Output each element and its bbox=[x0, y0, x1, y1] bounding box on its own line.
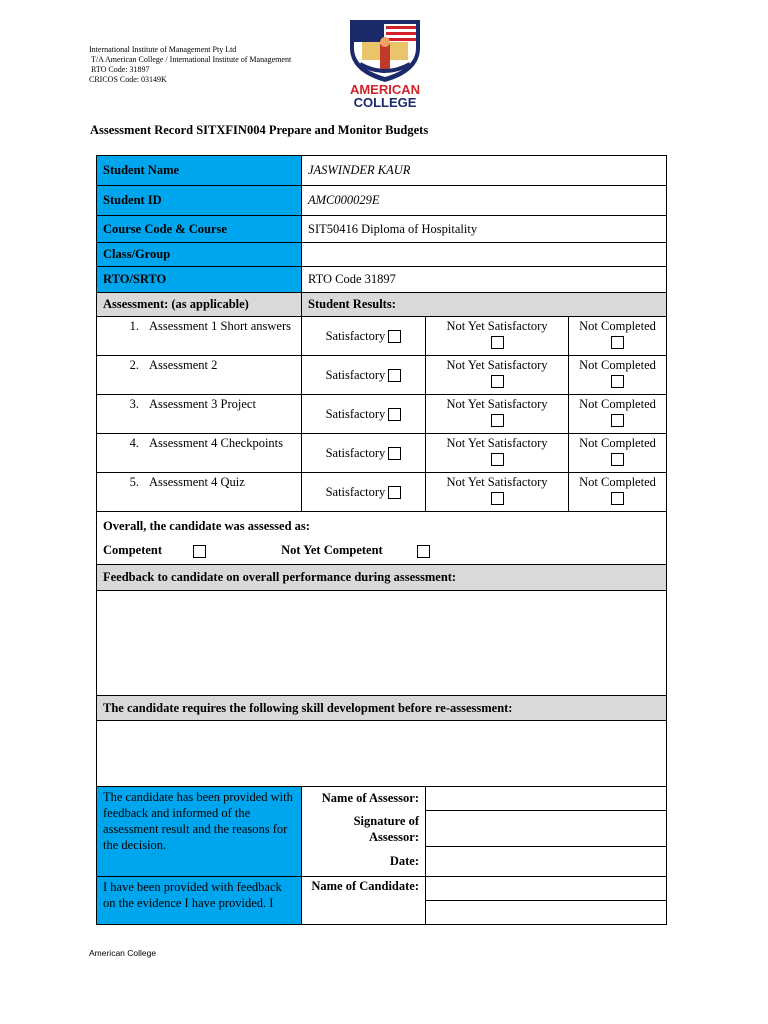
checkbox[interactable] bbox=[611, 375, 624, 388]
assessment-name: 1. Assessment 1 Short answers bbox=[97, 317, 302, 356]
assessment-row bbox=[97, 473, 667, 512]
name-of-candidate-field[interactable] bbox=[426, 877, 667, 901]
student-id-row bbox=[97, 186, 667, 216]
feedback-header-row bbox=[97, 565, 667, 591]
skill-heading: The candidate requires the following skill development before re-assessment: bbox=[97, 696, 667, 721]
footer-text: American College bbox=[89, 948, 157, 958]
checkbox[interactable] bbox=[611, 492, 624, 505]
checkbox[interactable] bbox=[388, 369, 401, 382]
not-yet-satisfactory-option[interactable]: Not Yet Satisfactory bbox=[426, 473, 569, 512]
checkbox[interactable] bbox=[388, 486, 401, 499]
date-field[interactable] bbox=[426, 847, 667, 877]
checkbox[interactable] bbox=[491, 453, 504, 466]
not-yet-satisfactory-option[interactable]: Not Yet Satisfactory bbox=[426, 395, 569, 434]
assessment-name: 4. Assessment 4 Checkpoints bbox=[97, 434, 302, 473]
skill-row bbox=[97, 721, 667, 787]
checkbox[interactable] bbox=[491, 492, 504, 505]
signature-of-assessor-field[interactable] bbox=[426, 811, 667, 847]
field-label: Course Code & Course bbox=[97, 216, 302, 243]
not-yet-satisfactory-option[interactable]: Not Yet Satisfactory bbox=[426, 317, 569, 356]
overall-row bbox=[97, 512, 667, 565]
candidate-statement: I have been provided with feedback on the evidence I have provided. I bbox=[97, 877, 302, 925]
satisfactory-option[interactable]: Satisfactory bbox=[302, 434, 426, 473]
rto-row bbox=[97, 267, 667, 293]
assessment-row bbox=[97, 395, 667, 434]
checkbox[interactable] bbox=[388, 330, 401, 343]
not-yet-competent-label: Not Yet Competent bbox=[281, 543, 383, 557]
satisfactory-option[interactable]: Satisfactory bbox=[302, 395, 426, 434]
checkbox[interactable] bbox=[388, 408, 401, 421]
assessor-statement: The candidate has been provided with feedback and informed of the assessment result and the reasons for the decision. bbox=[97, 787, 302, 877]
student-name-row bbox=[97, 156, 667, 186]
document-title: Assessment Record SITXFIN004 Prepare and Monitor Budgets bbox=[90, 123, 429, 137]
assessment-row bbox=[97, 356, 667, 395]
logo-text: AMERICAN bbox=[349, 82, 421, 97]
assessor-name-row bbox=[97, 787, 667, 811]
skill-development-area[interactable] bbox=[97, 721, 667, 787]
header-line: International Institute of Management Pty Ltd bbox=[89, 45, 237, 54]
name-of-assessor-field[interactable] bbox=[426, 787, 667, 811]
checkbox[interactable] bbox=[611, 336, 624, 349]
checkbox[interactable] bbox=[611, 453, 624, 466]
not-yet-satisfactory-option[interactable]: Not Yet Satisfactory bbox=[426, 434, 569, 473]
results-header-row bbox=[97, 293, 667, 317]
field-label: Class/Group bbox=[97, 243, 302, 267]
field-label: RTO/SRTO bbox=[97, 267, 302, 293]
student-id-value[interactable]: AMC000029E bbox=[302, 186, 667, 216]
feedback-heading: Feedback to candidate on overall performance during assessment: bbox=[97, 565, 667, 591]
checkbox[interactable] bbox=[611, 414, 624, 427]
header-line: RTO Code: 31897 bbox=[91, 65, 150, 74]
checkbox[interactable] bbox=[491, 375, 504, 388]
student-name-value[interactable]: JASWINDER KAUR bbox=[302, 156, 667, 186]
not-completed-option[interactable]: Not Completed bbox=[569, 434, 667, 473]
not-completed-option[interactable]: Not Completed bbox=[569, 473, 667, 512]
candidate-extra-field[interactable] bbox=[426, 901, 667, 925]
skill-header-row bbox=[97, 696, 667, 721]
assessment-row bbox=[97, 317, 667, 356]
rto-value[interactable]: RTO Code 31897 bbox=[302, 267, 667, 293]
class-group-value[interactable] bbox=[302, 243, 667, 267]
assessment-name: 3. Assessment 3 Project bbox=[97, 395, 302, 434]
results-column-header: Student Results: bbox=[302, 293, 667, 317]
not-completed-option[interactable]: Not Completed bbox=[569, 317, 667, 356]
competent-checkbox[interactable] bbox=[193, 545, 206, 558]
field-label: Student ID bbox=[97, 186, 302, 216]
satisfactory-option[interactable]: Satisfactory bbox=[302, 317, 426, 356]
institution-header bbox=[89, 45, 291, 85]
overall-heading: Overall, the candidate was assessed as: bbox=[103, 519, 310, 533]
assessment-record-table bbox=[96, 155, 667, 925]
feedback-row bbox=[97, 591, 667, 696]
course-row bbox=[97, 216, 667, 243]
american-college-logo bbox=[340, 14, 430, 110]
not-completed-option[interactable]: Not Completed bbox=[569, 356, 667, 395]
signature-of-assessor-label: Signature of Assessor: bbox=[302, 811, 426, 847]
checkbox[interactable] bbox=[388, 447, 401, 460]
name-of-assessor-label: Name of Assessor: bbox=[302, 787, 426, 811]
satisfactory-option[interactable]: Satisfactory bbox=[302, 473, 426, 512]
satisfactory-option[interactable]: Satisfactory bbox=[302, 356, 426, 395]
candidate-name-row bbox=[97, 877, 667, 901]
logo-text: COLLEGE bbox=[353, 95, 417, 110]
competent-label: Competent bbox=[103, 543, 163, 557]
header-line: T/A American College / International Institute of Management bbox=[91, 55, 292, 64]
course-value[interactable]: SIT50416 Diploma of Hospitality bbox=[302, 216, 667, 243]
date-label: Date: bbox=[302, 847, 426, 877]
assessment-name: 2. Assessment 2 bbox=[97, 356, 302, 395]
not-yet-satisfactory-option[interactable]: Not Yet Satisfactory bbox=[426, 356, 569, 395]
name-of-candidate-label: Name of Candidate: bbox=[302, 877, 426, 925]
overall-assessment bbox=[97, 512, 667, 565]
field-label: Student Name bbox=[97, 156, 302, 186]
checkbox[interactable] bbox=[491, 414, 504, 427]
class-group-row bbox=[97, 243, 667, 267]
assessment-row bbox=[97, 434, 667, 473]
feedback-area[interactable] bbox=[97, 591, 667, 696]
not-yet-competent-checkbox[interactable] bbox=[417, 545, 430, 558]
header-line: CRICOS Code: 03149K bbox=[89, 75, 167, 84]
not-completed-option[interactable]: Not Completed bbox=[569, 395, 667, 434]
assessment-name: 5. Assessment 4 Quiz bbox=[97, 473, 302, 512]
checkbox[interactable] bbox=[491, 336, 504, 349]
assessment-column-header: Assessment: (as applicable) bbox=[97, 293, 302, 317]
